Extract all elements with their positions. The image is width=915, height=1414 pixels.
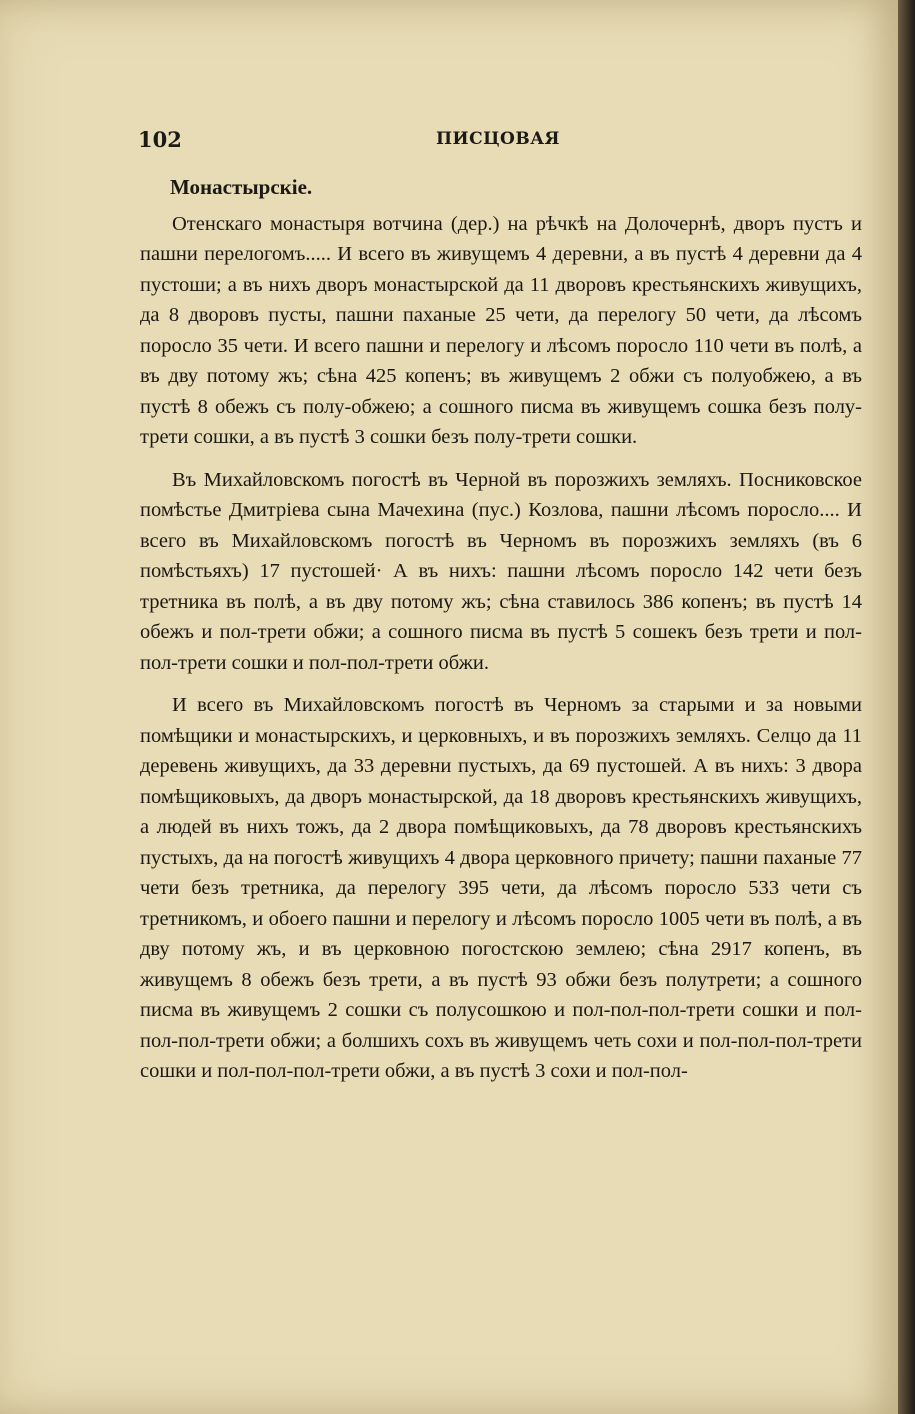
running-title: ПИСЦОВАЯ xyxy=(435,129,561,149)
page-header xyxy=(138,127,858,157)
section-heading: Монастырскіе. xyxy=(170,175,313,199)
page-number: 102 xyxy=(138,127,182,152)
paragraph-vacant-lands: Въ Михайловскомъ погостѣ въ Черной въ порозжихъ земляхъ. Посниковское помѣстье Дмитріева сына Мачехина (пус.) Козлова, пашни лѣсомъ поросло.... И всего въ Михайловскомъ погостѣ въ Черномъ въ порозжихъ земляхъ (въ 6 помѣстьяхъ) 17 пустошей· А въ нихъ: пашни лѣсомъ поросло 142 чети безъ третника въ полѣ, а въ дву потому жъ; сѣна ставилось 386 копенъ; въ пустѣ 14 обежъ и пол-трети обжи; а сошного писма въ пустѣ 5 сошекъ безъ трети и пол-пол-трети сошки и пол-пол-трети обжи. xyxy=(140,468,862,674)
paragraph-otensky-monastery: Отенскаго монастыря вотчина (дер.) на рѣчкѣ на Долочернѣ, дворъ пустъ и пашни перелогомъ..... И всего въ живущемъ 4 деревни, а въ пустѣ 4 деревни да 4 пустоши; а въ нихъ дворъ монастырской да 11 дворовъ крестьянскихъ живущихъ, да 8 дворовъ пусты, пашни паханые 25 чети, да перелогу 50 чети, да лѣсомъ поросло 35 чети. И всего пашни и перелогу и лѣсомъ поросло 110 чети въ полѣ, а въ дву потому жъ; сѣна 425 копенъ; въ живущемъ 2 обжи съ полуобжею, а въ пустѣ 8 обежъ съ полу-обжею; а сошного писма въ живущемъ сошка безъ полу-трети сошки, а въ пустѣ 3 сошки безъ полу-трети сошки. xyxy=(140,212,862,448)
page-edge-shadow xyxy=(898,0,915,1414)
paragraph-totals: И всего въ Михайловскомъ погостѣ въ Черномъ за старыми и за новыми помѣщики и монастырскихъ, и церковныхъ, и въ порозжихъ земляхъ. Селцо да 11 деревень живущихъ, да 33 деревни пустыхъ, да 69 пустошей. А въ нихъ: 3 двора помѣщиковыхъ, да дворъ монастырской, да 18 дворовъ крестьянскихъ живущихъ, а людей въ нихъ тожъ, да 2 двора помѣщиковыхъ, да 78 дворовъ крестьянскихъ пустыхъ, да на погостѣ живущихъ 4 двора церковного причету; пашни паханые 77 чети безъ третника, да перелогу 395 чети, да лѣсомъ поросло 533 чети съ третникомъ, и обоего пашни и перелогу и лѣсомъ поросло 1005 чети въ полѣ, а въ дву потому жъ, и въ церковною погостскою землею; сѣна 2917 копенъ, въ живущемъ 8 обежъ безъ трети, а въ пустѣ 93 обжи безъ полутрети; а сошного писма въ живущемъ 2 сошки съ полусошкою и пол-пол-пол-трети сошки и пол-пол-пол-трети обжи; а болшихъ сохъ въ живущемъ четь сохи и пол-пол-пол-трети сошки и пол-пол-пол-трети обжи, а въ пустѣ 3 сохи и пол-пол- xyxy=(140,694,862,1082)
body-text xyxy=(140,172,862,1099)
